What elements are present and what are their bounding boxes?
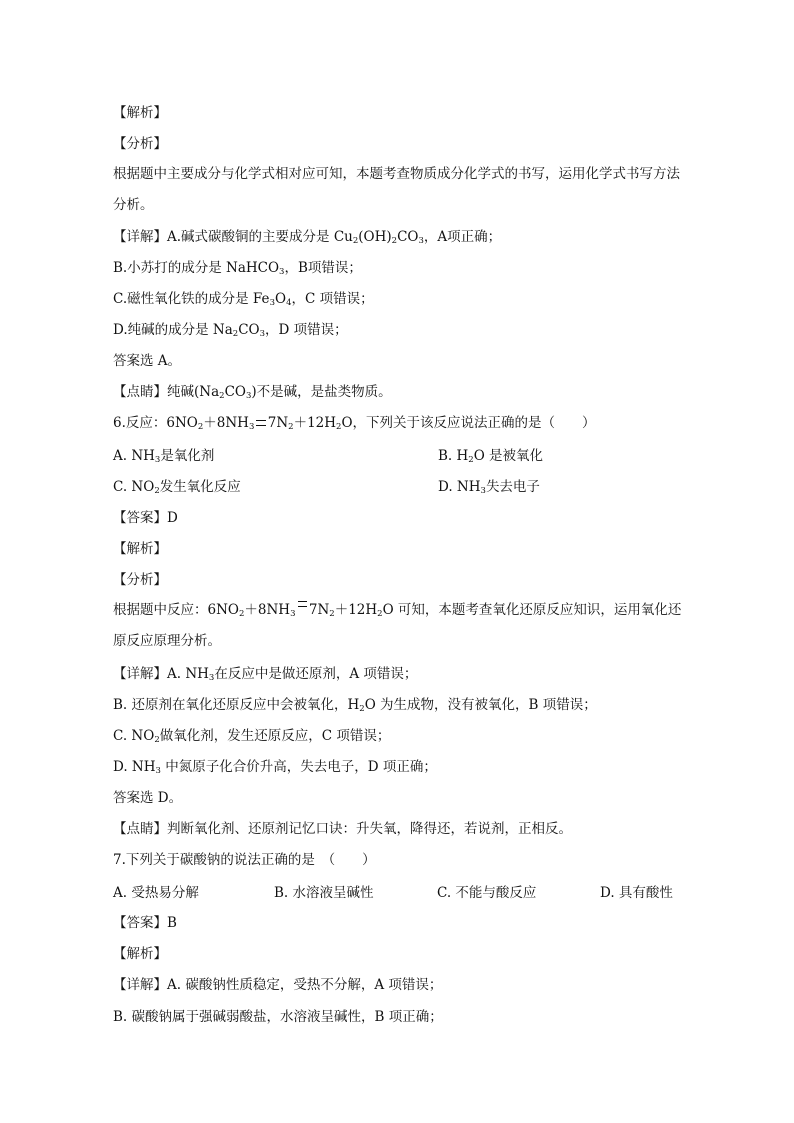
q6-tip: 【点睛】判断氧化剂、还原剂记忆口诀：升失氧，降得还，若说剂，正相反。 (113, 821, 572, 837)
q7-jiexi-heading: 【解析】 (113, 946, 167, 962)
answer-line: 答案选 A。 (113, 353, 182, 369)
q6-option-a: A. $NH_3$是氧化剂 (113, 448, 215, 465)
q7-option-d: D. 具有酸性 (600, 885, 673, 901)
q7-option-b: B. 水溶液呈碱性 (274, 885, 374, 901)
q6-fenxi-heading: 【分析】 (113, 572, 167, 588)
question-7: 7.下列关于碳酸钠的说法正确的是 （ ） (113, 852, 376, 868)
equals-sign (296, 595, 309, 626)
q6-option-b: B. $H_2O$ 是被氧化 (438, 448, 544, 465)
q6-detail-d: D. $NH_3$ 中氮原子化合价升高，失去电子，D 项正确； (113, 759, 437, 776)
analysis-paragraph: 根据题中主要成分与化学式相对应可知，本题考查物质成分化学式的书写，运用化学式书写方法分析。 (113, 166, 680, 213)
detail-line-a: 【详解】A.碱式碳酸铜的主要成分是 $Cu_2(OH)_2CO_3$，A项正确； (113, 229, 502, 246)
section-jiexi-heading: 【解析】 (113, 105, 167, 121)
q6-option-c: C. $NO_2$发生氧化反应 (113, 479, 241, 496)
q6-answer-select: 答案选 D。 (113, 790, 183, 806)
q6-jiexi-heading: 【解析】 (113, 541, 167, 557)
q7-detail-b: B. 碳酸钠属于强碱弱酸盐，水溶液呈碱性，B 项正确； (113, 1009, 443, 1025)
q6-analysis-paragraph: 根据题中反应：$6NO_2+8NH_3$ $7N_2+12H_2O$ 可知，本题考查氧化还原反应知识，运用氧化还原反应原理分析。 (113, 595, 683, 657)
q7-answer: 【答案】B (113, 915, 177, 931)
detail-line-c: C.磁性氧化铁的成分是 $Fe_3O_4$，C 项错误； (113, 291, 374, 308)
q7-detail-a: 【详解】A. 碳酸钠性质稳定，受热不分解，A 项错误； (113, 977, 443, 993)
q6-answer: 【答案】D (113, 510, 178, 526)
q7-option-c: C. 不能与酸反应 (437, 885, 537, 901)
q6-detail-a: 【详解】A. $NH_3$在反应中是做还原剂，A 项错误； (113, 666, 418, 683)
q7-option-a: A. 受热易分解 (113, 885, 199, 901)
equals-sign (254, 414, 267, 432)
q6-detail-b: B. 还原剂在氧化还原反应中会被氧化，$H_2O$ 为生成物，没有被氧化，B 项错误； (113, 697, 597, 714)
q6-option-d: D. $NH_3$失去电子 (438, 479, 540, 496)
detail-line-b: B.小苏打的成分是 NaHCO$_3$，B项错误； (113, 260, 362, 277)
question-6: 6.反应：$6NO_2+8NH_3$ $7N_2+12H_2O$，下列关于该反应说法正确的是（ ） (113, 415, 596, 432)
q6-detail-c: C. $NO_2$做氧化剂，发生还原反应，C 项错误； (113, 728, 391, 745)
section-fenxi-heading: 【分析】 (113, 136, 167, 152)
tip-line: 【点睛】纯碱$(Na_2CO_3)$不是碱，是盐类物质。 (113, 384, 392, 401)
detail-line-d: D.纯碱的成分是 $Na_2CO_3$，D 项错误； (113, 322, 348, 339)
